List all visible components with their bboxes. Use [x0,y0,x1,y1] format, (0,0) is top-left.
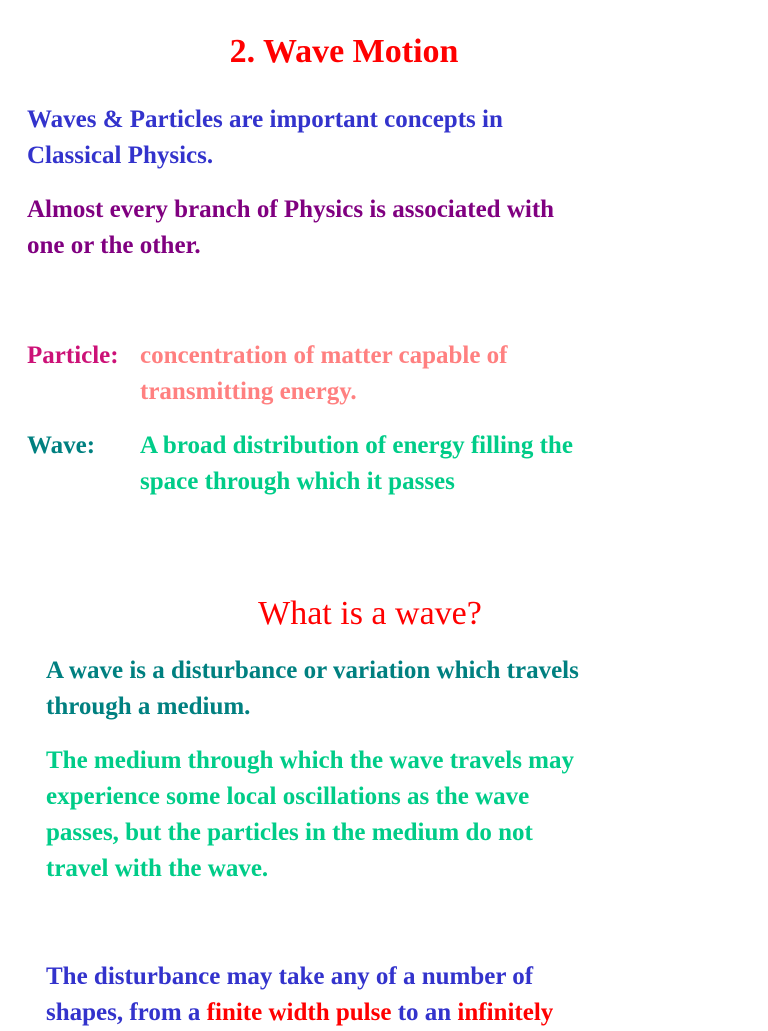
text-run: shapes, from a [46,999,207,1026]
intro-paragraph-2 [27,192,747,264]
disturbance-paragraph [46,959,746,1031]
text-line: Almost every branch of Physics is associated with [27,196,555,223]
text-line: A broad distribution of energy filling the [140,432,573,459]
definition-wave [27,428,747,500]
text-line: space through which it passes [140,468,455,495]
text-line: Classical Physics. [27,142,214,169]
text-line: through a medium. [46,693,251,720]
definition-term: Particle: [27,342,119,369]
text-line [46,995,746,1031]
definition-term: Wave: [27,432,96,459]
text-line: Waves & Particles are important concepts in [27,106,503,133]
text-line: experience some local oscillations as the wave [46,783,530,810]
text-run: to an [391,999,458,1026]
highlight-finite-width-pulse: finite width pulse [206,999,392,1026]
intro-paragraph-1 [27,102,747,174]
medium-paragraph [46,743,746,887]
text-line: transmitting energy. [140,378,357,405]
definition-body [140,338,747,410]
highlight-infinitely: infinitely [457,999,554,1026]
text-line: passes, but the particles in the medium do not [46,819,533,846]
text-line: concentration of matter capable of [140,342,508,369]
wave-definition-paragraph [46,653,746,725]
section-heading: What is a wave? [258,595,482,632]
text-line: The disturbance may take any of a number of [46,963,534,990]
page-title: 2. Wave Motion [229,33,459,70]
text-line: travel with the wave. [46,855,269,882]
text-line: A wave is a disturbance or variation which travels [46,657,579,684]
definition-body [140,428,747,500]
definition-particle [27,338,747,410]
text-line: one or the other. [27,232,201,259]
text-line: The medium through which the wave travels may [46,747,575,774]
